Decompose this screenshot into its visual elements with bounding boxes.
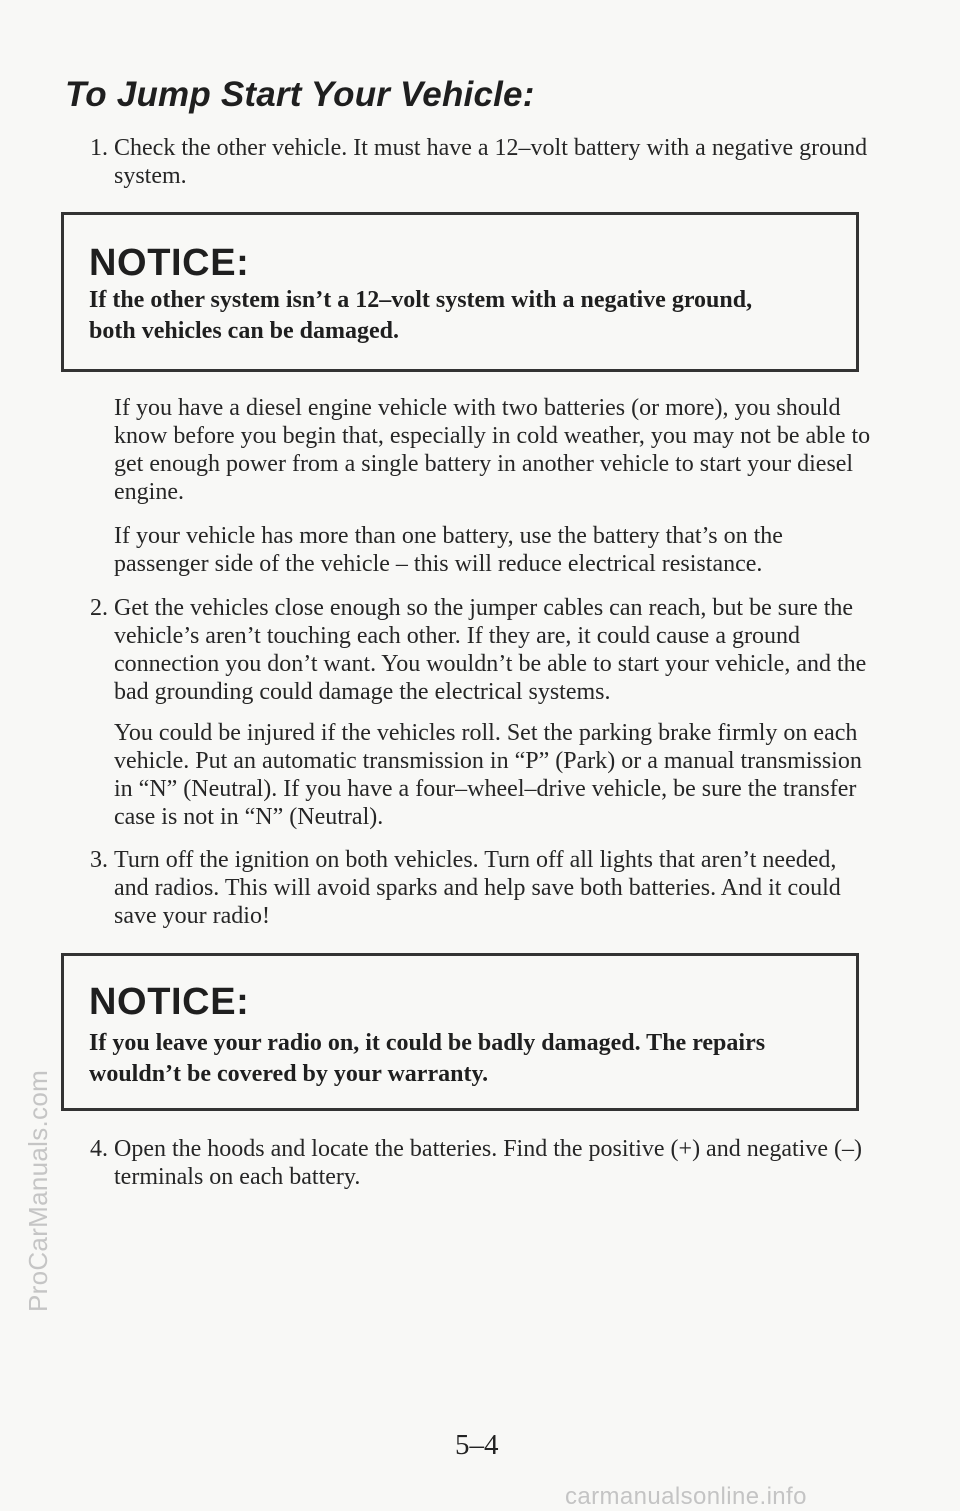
notice-text: If you leave your radio on, it could be badly damaged. The repairs wouldn’t be covered by your warranty.	[89, 1030, 766, 1087]
step-number: 3.	[90, 847, 108, 873]
side-watermark: ProCarManuals.com	[23, 1069, 53, 1312]
paragraph: You could be injured if the vehicles roll. Set the parking brake firmly on each vehicle. Put an automatic transmission in “P” (Park) or a manual transmission in “N” (Neutral). If you have a four–wheel–drive vehicle, be sure the transfer case is not in “N” (Neutral).	[114, 720, 862, 830]
step-text: Turn off the ignition on both vehicles. Turn off all lights that aren’t needed, and radios. This will avoid sparks and help save both batteries. And it could save your radio!	[114, 847, 841, 929]
step-text: Get the vehicles close enough so the jumper cables can reach, but be sure the vehicle’s aren’t touching each other. If they are, it could cause a ground connection you don’t want. You wouldn’t be able to start your vehicle, and the bad grounding could damage the electrical systems.	[114, 595, 867, 705]
notice-box	[61, 953, 859, 1111]
step-text: Open the hoods and locate the batteries. Find the positive (+) and negative (–) terminals on each battery.	[114, 1136, 862, 1190]
paragraph: If you have a diesel engine vehicle with two batteries (or more), you should know before you begin that, especially in cold weather, you may not be able to get enough power from a single battery in another vehicle to start your diesel engine.	[114, 395, 871, 505]
notice-label: NOTICE:	[89, 981, 250, 1023]
footer-watermark: carmanualsonline.info	[565, 1483, 807, 1510]
step-number: 2.	[90, 595, 108, 621]
notice-label: NOTICE:	[89, 242, 250, 284]
step-number: 4.	[90, 1136, 108, 1162]
page-number: 5–4	[455, 1429, 499, 1461]
paragraph: If your vehicle has more than one battery, use the battery that’s on the passenger side of the vehicle – this will reduce electrical resistance.	[114, 523, 783, 577]
step-number: 1.	[90, 135, 108, 161]
step-text: Check the other vehicle. It must have a 12–volt battery with a negative ground system.	[114, 135, 868, 189]
notice-text: If the other system isn’t a 12–volt system with a negative ground, both vehicles can be damaged.	[89, 287, 753, 344]
notice-box	[61, 212, 859, 372]
section-heading: To Jump Start Your Vehicle:	[65, 75, 535, 114]
